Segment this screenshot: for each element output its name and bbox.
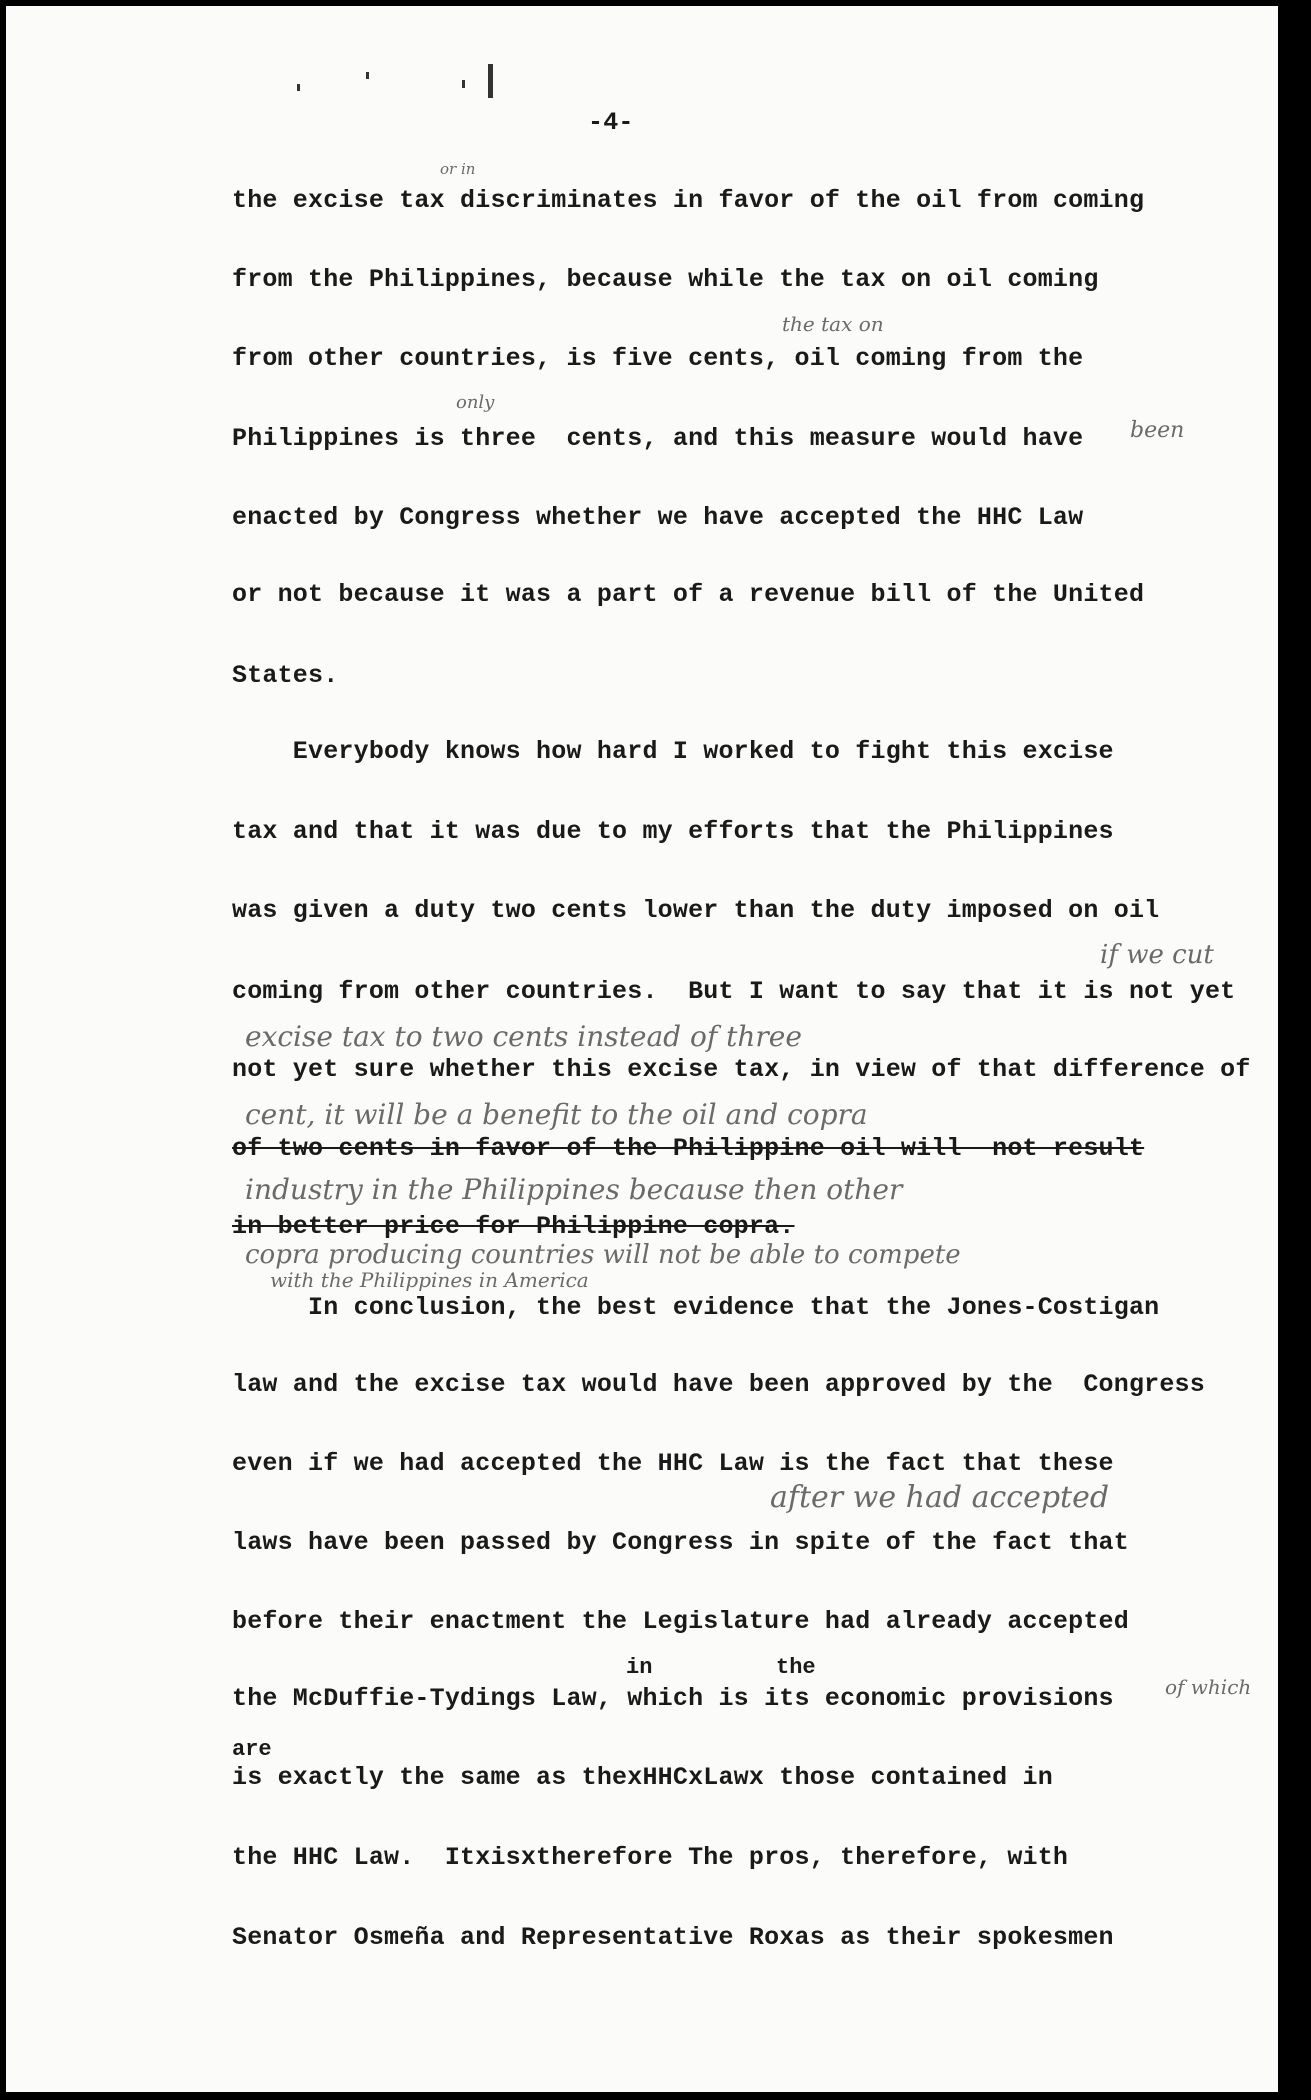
text-line: In conclusion, the best evidence that the Jones-Costigan — [232, 1293, 1160, 1322]
text-line: from other countries, is five cents, oil coming from the — [232, 344, 1084, 373]
text-line: was given a duty two cents lower than the duty imposed on oil — [232, 896, 1160, 925]
scan-mark — [297, 84, 300, 91]
page-number: -4- — [588, 108, 634, 137]
handwritten-note: after we had accepted — [770, 1480, 1110, 1515]
handwritten-note: or in — [440, 160, 476, 178]
handwritten-note: been — [1130, 418, 1185, 443]
text-line: States. — [232, 661, 339, 690]
insert-are: are — [232, 1737, 272, 1762]
handwritten-note: cent, it will be a benefit to the oil and copra — [245, 1098, 868, 1131]
text-line: laws have been passed by Congress in spite of the fact that — [232, 1528, 1129, 1557]
scan-mark — [462, 80, 465, 88]
text-line: or not because it was a part of a revenue bill of the United — [232, 580, 1145, 609]
text-line: not yet sure whether this excise tax, in view of that difference of — [232, 1055, 1251, 1084]
text-line: Everybody knows how hard I worked to fight this excise — [232, 737, 1114, 766]
text-line: before their enactment the Legislature had already accepted — [232, 1607, 1129, 1636]
handwritten-note: of which — [1165, 1675, 1252, 1699]
scan-mark — [488, 64, 493, 98]
handwritten-note: excise tax to two cents instead of three — [245, 1020, 802, 1053]
handwritten-note: only — [456, 392, 495, 413]
handwritten-note: copra producing countries will not be able to compete — [245, 1240, 961, 1270]
scan-mark — [366, 72, 369, 79]
text-line: even if we had accepted the HHC Law is the fact that these — [232, 1449, 1114, 1478]
handwritten-note: industry in the Philippines because then other — [245, 1173, 903, 1206]
handwritten-note: if we cut — [1100, 940, 1214, 970]
handwritten-note: with the Philippines in America — [270, 1268, 589, 1292]
text-line: Philippines is three cents, and this measure would have — [232, 424, 1084, 453]
text-line: the McDuffie-Tydings Law, which is its economic provisions — [232, 1684, 1114, 1713]
text-line: the HHC Law. Itxisxtherefore The pros, therefore, with — [232, 1843, 1069, 1872]
text-line: from the Philippines, because while the tax on oil coming — [232, 265, 1099, 294]
text-line: law and the excise tax would have been approved by the Congress — [232, 1370, 1205, 1399]
struck-line: in better price for Philippine copra. — [232, 1212, 795, 1241]
text-line: coming from other countries. But I want to say that it is not yet — [232, 977, 1236, 1006]
insert-in: in — [626, 1655, 653, 1680]
text-line: the excise tax discriminates in favor of the oil from coming — [232, 186, 1145, 215]
text-line: Senator Osmeña and Representative Roxas as their spokesmen — [232, 1923, 1114, 1952]
text-line: tax and that it was due to my efforts that the Philippines — [232, 817, 1114, 846]
text-line: enacted by Congress whether we have accepted the HHC Law — [232, 503, 1084, 532]
insert-the: the — [776, 1655, 816, 1680]
handwritten-note: the tax on — [782, 312, 884, 336]
scan-border — [1278, 0, 1311, 2100]
struck-line: of two cents in favor of the Philippine oil will not result — [232, 1134, 1145, 1163]
text-line: is exactly the same as thexHHCxLawx those contained in — [232, 1763, 1053, 1792]
